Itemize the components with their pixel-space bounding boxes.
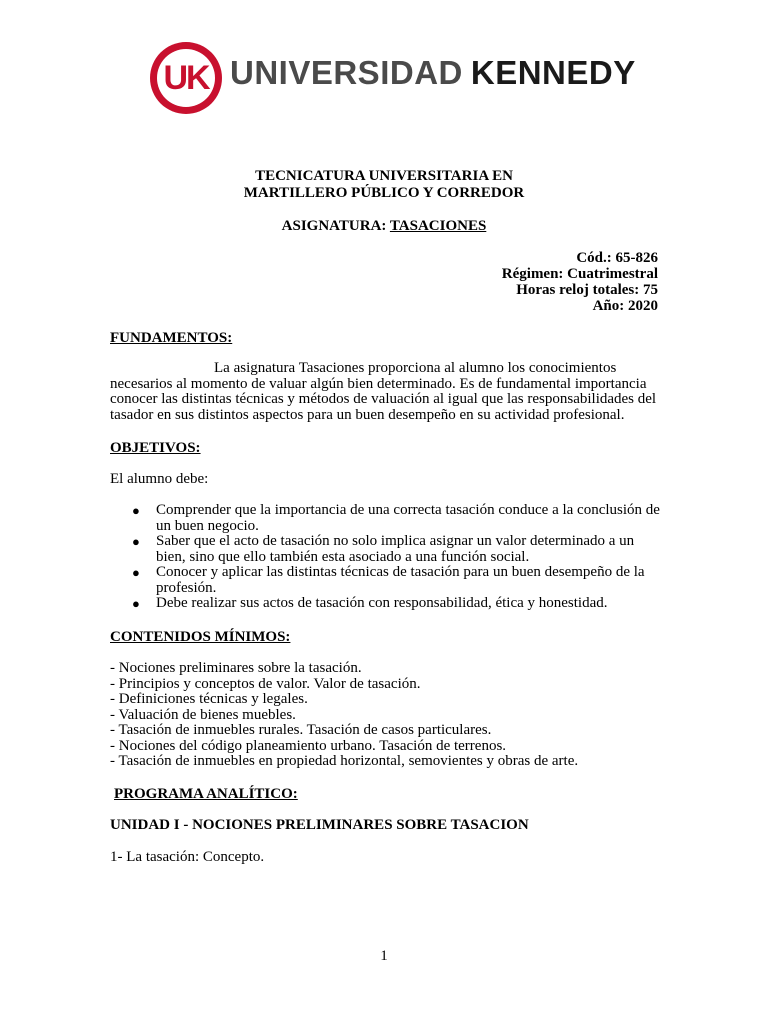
logo-wordmark bbox=[230, 56, 636, 89]
list-item: - Tasación de inmuebles rurales. Tasación de casos particulares. bbox=[110, 722, 492, 738]
objetivos-list bbox=[110, 503, 660, 612]
logo-word-universidad: UNIVERSIDAD bbox=[230, 54, 463, 91]
logo-emblem bbox=[150, 42, 222, 114]
course-year: Año: 2020 bbox=[592, 298, 658, 314]
list-item: - Nociones del código planeamiento urbano. Tasación de terrenos. bbox=[110, 737, 507, 754]
page-number: 1 bbox=[380, 948, 388, 964]
subject-line bbox=[0, 218, 768, 235]
list-item: - Nociones preliminares sobre la tasación. bbox=[110, 660, 362, 676]
document-title-line1: TECNICATURA UNIVERSITARIA EN bbox=[255, 168, 513, 184]
contenidos-heading: CONTENIDOS MÍNIMOS: bbox=[110, 629, 291, 645]
list-item: ● Debe realizar sus actos de tasación con responsabilidad, ética y honestidad. bbox=[132, 595, 608, 611]
fundamentos-heading: FUNDAMENTOS: bbox=[110, 330, 233, 346]
list-item: - Definiciones técnicas y legales. bbox=[110, 691, 308, 707]
programa-heading: PROGRAMA ANALÍTICO: bbox=[114, 786, 298, 802]
subject-value: TASACIONES bbox=[389, 218, 487, 234]
unidad1-item1: 1- La tasación: Concepto. bbox=[110, 849, 265, 865]
objetivos-heading: OBJETIVOS: bbox=[110, 440, 201, 456]
course-hours: Horas reloj totales: 75 bbox=[516, 282, 658, 298]
list-item: - Valuación de bienes muebles. bbox=[110, 706, 296, 723]
document-title-line2: MARTILLERO PÚBLICO Y CORREDOR bbox=[243, 185, 525, 201]
logo-monogram: UK bbox=[163, 59, 209, 97]
logo-word-kennedy: KENNEDY bbox=[470, 54, 636, 91]
fundamentos-text: La asignatura Tasaciones proporciona al alumno los conocimientos necesarios al momento de valuar algún bien determinado. Es de fundamental importancia conocer las distintas técnicas y métodos de valuación al igual que las responsabilidades del tasador en sus distintos aspectos para un buen desempeño en su actividad profesional. bbox=[110, 360, 657, 423]
contenidos-list bbox=[110, 661, 670, 770]
list-item: ● Saber que el acto de tasación no solo implica asignar un valor determinado a un bien, sino que ello también esta asociado a una función social. bbox=[132, 533, 635, 565]
unidad1-heading: UNIDAD I - NOCIONES PRELIMINARES SOBRE TASACION bbox=[110, 817, 529, 833]
course-code: Cód.: 65-826 bbox=[576, 250, 658, 266]
university-logo bbox=[150, 42, 636, 112]
objetivos-intro: El alumno debe: bbox=[110, 471, 209, 487]
list-item: - Principios y conceptos de valor. Valor de tasación. bbox=[110, 675, 421, 692]
course-meta bbox=[502, 250, 658, 314]
subject-label: ASIGNATURA: bbox=[281, 218, 390, 234]
list-item: - Tasación de inmuebles en propiedad horizontal, semovientes y obras de arte. bbox=[110, 753, 579, 769]
fundamentos-paragraph bbox=[110, 361, 660, 423]
course-regimen: Régimen: Cuatrimestral bbox=[501, 266, 658, 282]
list-item: ● Comprender que la importancia de una correcta tasación conduce a la conclusión de un buen negocio. bbox=[132, 502, 660, 534]
list-item: ● Conocer y aplicar las distintas técnicas de tasación para un buen desempeño de la profesión. bbox=[132, 564, 645, 596]
